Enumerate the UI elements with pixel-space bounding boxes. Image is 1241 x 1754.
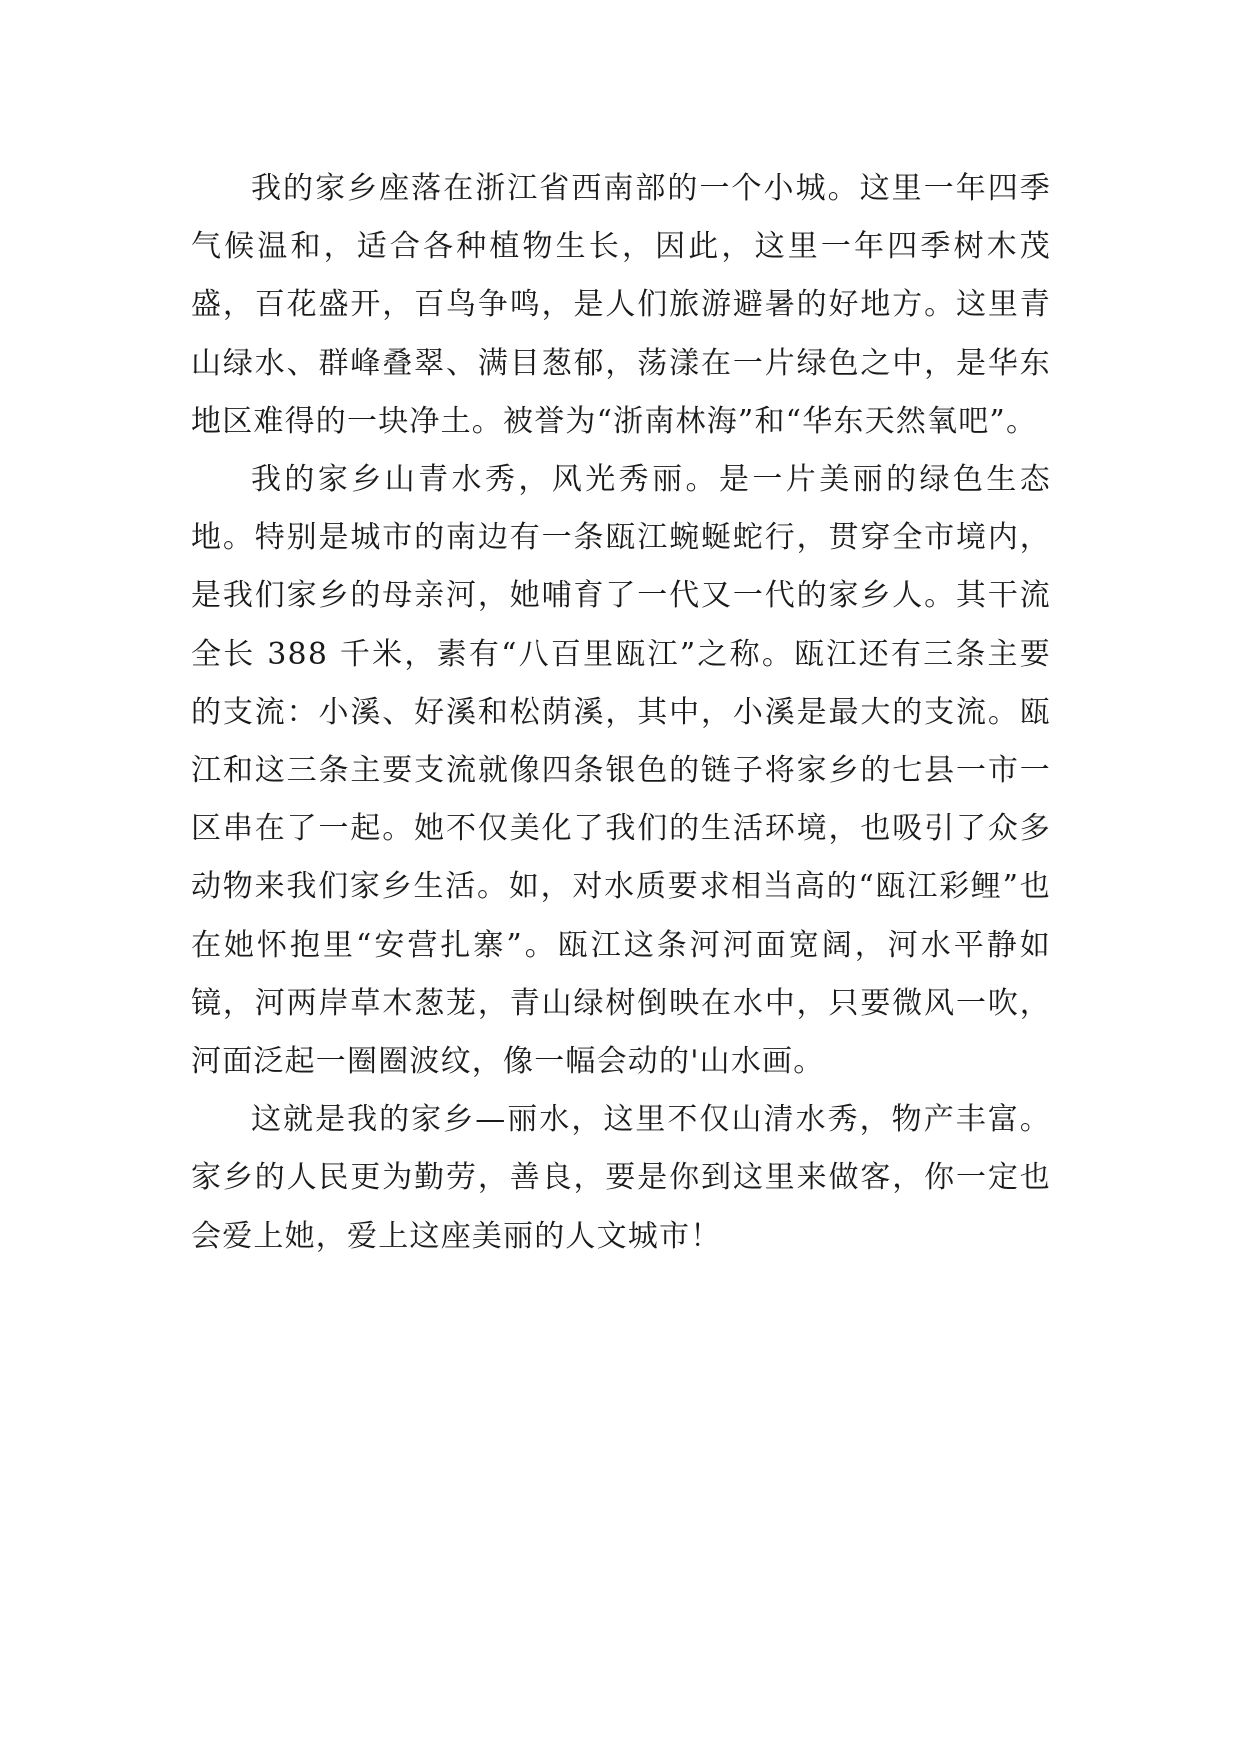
paragraph-oujiang-river: 我的家乡山青水秀，风光秀丽。是一片美丽的绿色生态地。特别是城市的南边有一条瓯江蜿蜒蛇行，贯穿全市境内，是我们家乡的母亲河，她哺育了一代又一代的家乡人。其干流全长 388 千米，素有“八百里瓯江”之称。瓯江还有三条主要的支流：小溪、好溪和松荫溪，其中，小溪是最大的支流。瓯江和这三条主要支流就像四条银色的链子将家乡的七县一市一区串在了一起。她不仅美化了我们的生活环境，也吸引了众多动物来我们家乡生活。如，对水质要求相当高的“瓯江彩鲤”也在她怀抱里“安营扎寨”。瓯江这条河河面宽阔，河水平静如镜，河两岸草木葱茏，青山绿树倒映在水中，只要微风一吹，河面泛起一圈圈波纹，像一幅会动的'山水画。 [191,462,1051,1080]
paragraph-lishui-conclusion: 这就是我的家乡—丽水，这里不仅山清水秀，物产丰富。家乡的人民更为勤劳，善良，要是你到这里来做客，你一定也会爱上她，爱上这座美丽的人文城市！ [191,1102,1051,1254]
document-body [191,160,1051,1266]
paragraph-hometown-intro: 我的家乡座落在浙江省西南部的一个小城。这里一年四季气候温和，适合各种植物生长，因此，这里一年四季树木茂盛，百花盛开，百鸟争鸣，是人们旅游避暑的好地方。这里青山绿水、群峰叠翠、满目葱郁，荡漾在一片绿色之中，是华东地区难得的一块净土。被誉为“浙南林海”和“华东天然氧吧”。 [191,171,1051,439]
